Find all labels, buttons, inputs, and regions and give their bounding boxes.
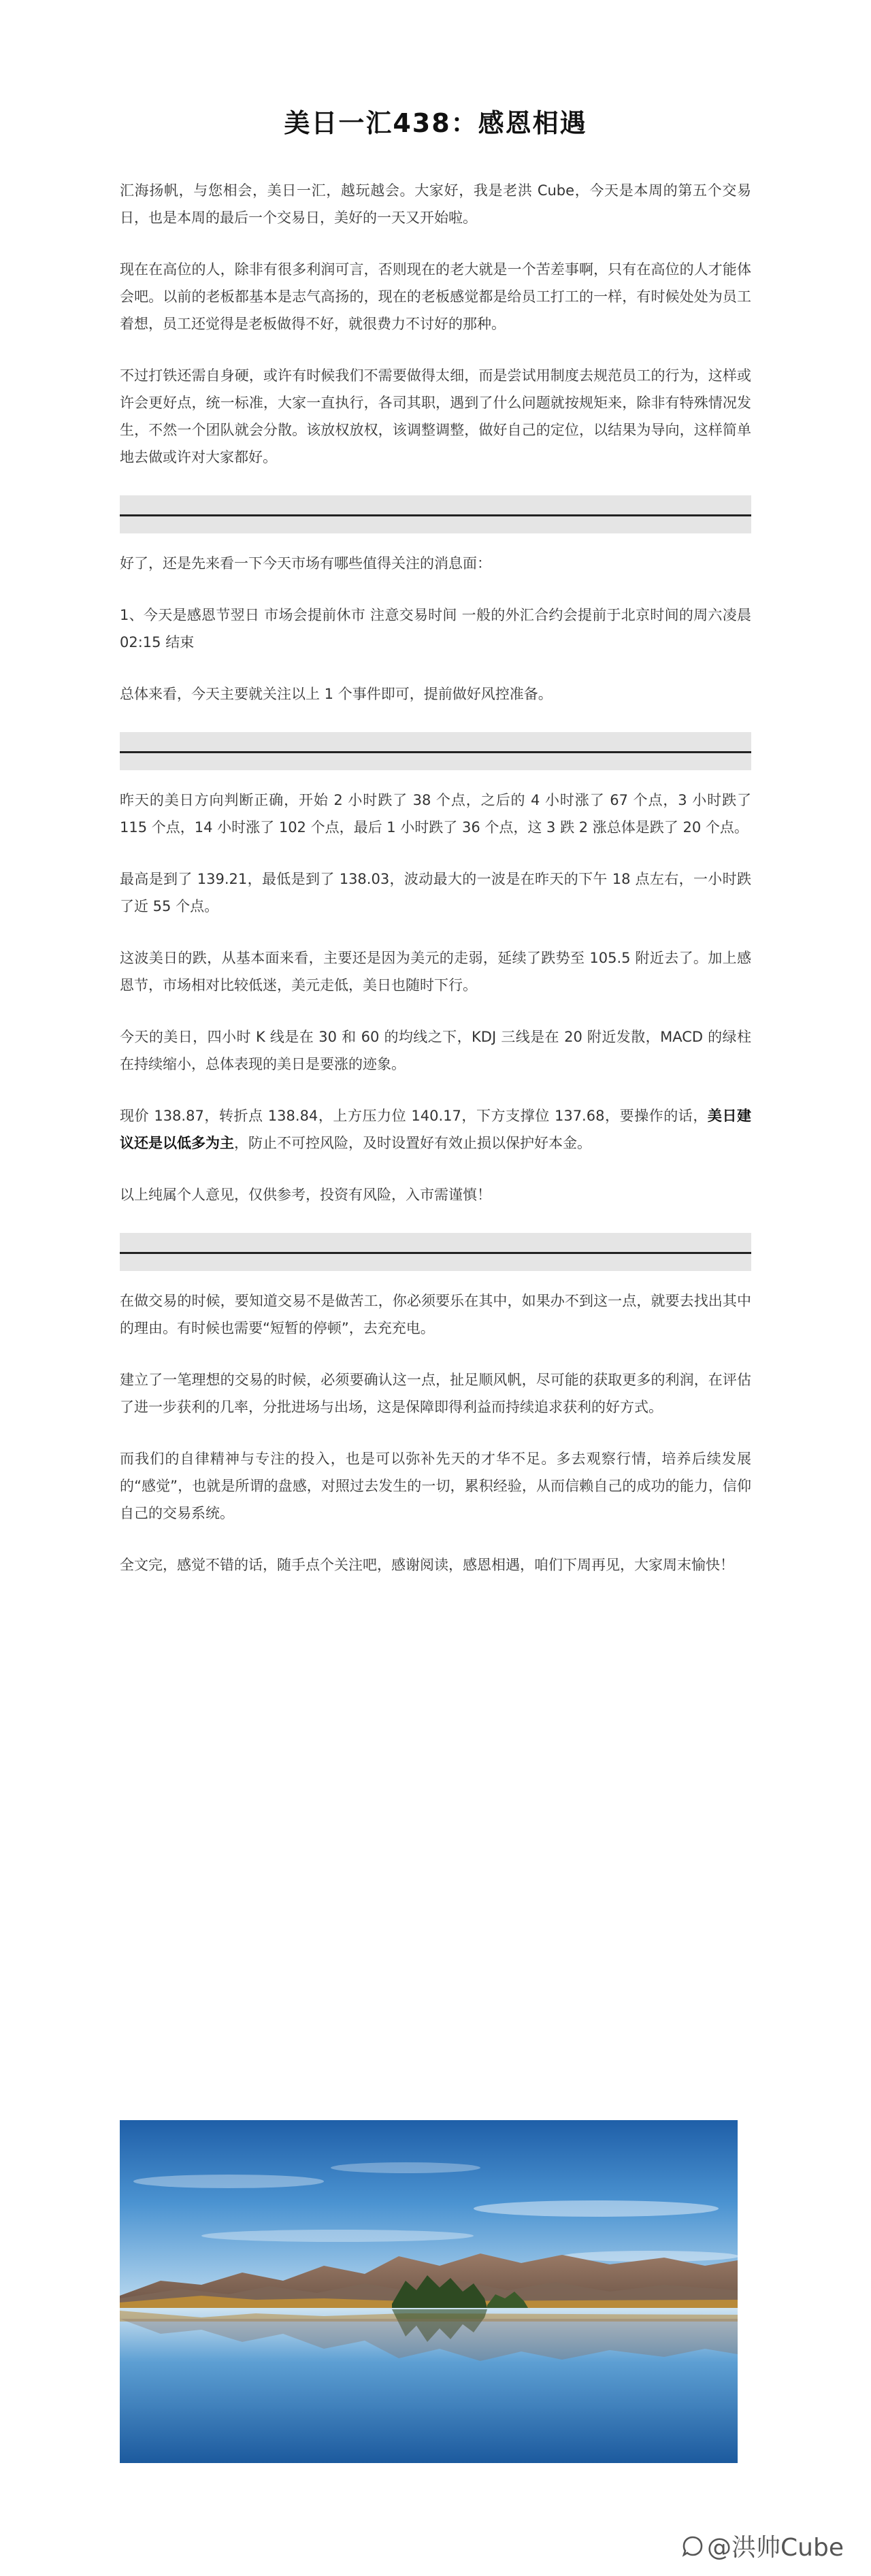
section-divider-3 <box>120 1233 751 1271</box>
advice-post: ，防止不可控风险，及时设置好有效止损以保护好本金。 <box>234 1135 591 1151</box>
article-title: 美日一汇438：感恩相遇 <box>284 108 587 138</box>
watermark <box>681 2528 844 2563</box>
section-divider-1 <box>120 495 751 533</box>
closing-paragraph-2: 建立了一笔理想的交易的时候，必须要确认这一点，扯足顺风帆，尽可能的获取更多的利润，在评估了进一步获利的几率，分批进场与出场，这是保障即得利益而持续追求获利的好方式。 <box>120 1372 751 1415</box>
lake-landscape-image <box>120 2120 738 2463</box>
intro-paragraph-1: 汇海扬帆，与您相会，美日一汇，越玩越会。大家好，我是老洪 Cube，今天是本周的第五个交易日，也是本周的最后一个交易日，美好的一天又开始啦。 <box>120 182 751 226</box>
closing-paragraph-1: 在做交易的时候，要知道交易不是做苦工，你必须要乐在其中，如果办不到这一点，就要去找出其中的理由。有时候也需要“短暂的停顿”，去充充电。 <box>120 1293 751 1336</box>
analysis-paragraph-3: 这波美日的跌，从基本面来看，主要还是因为美元的走弱，延续了跌势至 105.5 附近去了。加上感恩节，市场相对比较低迷，美元走低，美日也随时下行。 <box>120 950 751 993</box>
news-item-1: 1、今天是感恩节翌日 市场会提前休市 注意交易时间 一般的外汇合约会提前于北京时间的周六凌晨 02:15 结束 <box>120 607 751 650</box>
disclaimer: 以上纯属个人意见，仅供参考，投资有风险，入市需谨慎！ <box>120 1187 491 1203</box>
analysis-paragraph-4: 今天的美日，四小时 K 线是在 30 和 60 的均线之下，KDJ 三线是在 20 附近发散，MACD 的绿柱在持续缩小，总体表现的美日是要涨的迹象。 <box>120 1029 751 1072</box>
intro-paragraph-2: 现在在高位的人，除非有很多利润可言，否则现在的老大就是一个苦差事啊，只有在高位的人才能体会吧。以前的老板都基本是志气高扬的，现在的老板感觉都是给员工打工的一样，有时候处处为员工着想，员工还觉得是老板做得不好，就很费力不讨好的那种。 <box>120 261 751 332</box>
advice-paragraph <box>120 1102 751 1157</box>
news-summary: 总体来看，今天主要就关注以上 1 个事件即可，提前做好风控准备。 <box>120 686 553 702</box>
intro-paragraph-3: 不过打铁还需自身硬，或许有时候我们不需要做得太细，而是尝试用制度去规范员工的行为，这样或许会更好点，统一标准，大家一直执行，各司其职，遇到了什么问题就按规矩来，除非有特殊情况发生，不然一个团队就会分散。该放权放权，该调整调整，做好自己的定位，以结果为导向，这样简单地去做或许对大家都好。 <box>120 367 751 465</box>
section-divider-2 <box>120 732 751 770</box>
closing-paragraph-3: 而我们的自律精神与专注的投入，也是可以弥补先天的才华不足。多去观察行情，培养后续发展的“感觉”，也就是所谓的盘感，对照过去发生的一切，累积经验，从而信赖自己的成功的能力，信仰自己的交易系统。 <box>120 1451 751 1521</box>
watermark-text: @洪帅Cube <box>707 2534 844 2562</box>
closing-paragraph-4: 全文完，感觉不错的话，随手点个关注吧，感谢阅读，感恩相遇，咱们下周再见，大家周末愉快！ <box>120 1557 734 1573</box>
news-intro: 好了，还是先来看一下今天市场有哪些值得关注的消息面： <box>120 555 491 572</box>
article <box>120 0 751 1603</box>
analysis-paragraph-2: 最高是到了 139.21，最低是到了 138.03，波动最大的一波是在昨天的下午 18 点左右，一小时跌了近 55 个点。 <box>120 871 751 914</box>
advice-bold: 美日建议还是以低多为主 <box>120 1108 751 1151</box>
analysis-paragraph-1: 昨天的美日方向判断正确，开始 2 小时跌了 38 个点，之后的 4 小时涨了 67 个点，3 小时跌了 115 个点，14 小时涨了 102 个点，最后 1 小时跌了 36 个点，这 3 跌 2 涨总体是跌了 20 个点。 <box>120 792 751 836</box>
zhihu-icon <box>681 2534 704 2558</box>
advice-pre: 现价 138.87，转折点 138.84，上方压力位 140.17，下方支撑位 137.68，要操作的话， <box>120 1108 708 1124</box>
